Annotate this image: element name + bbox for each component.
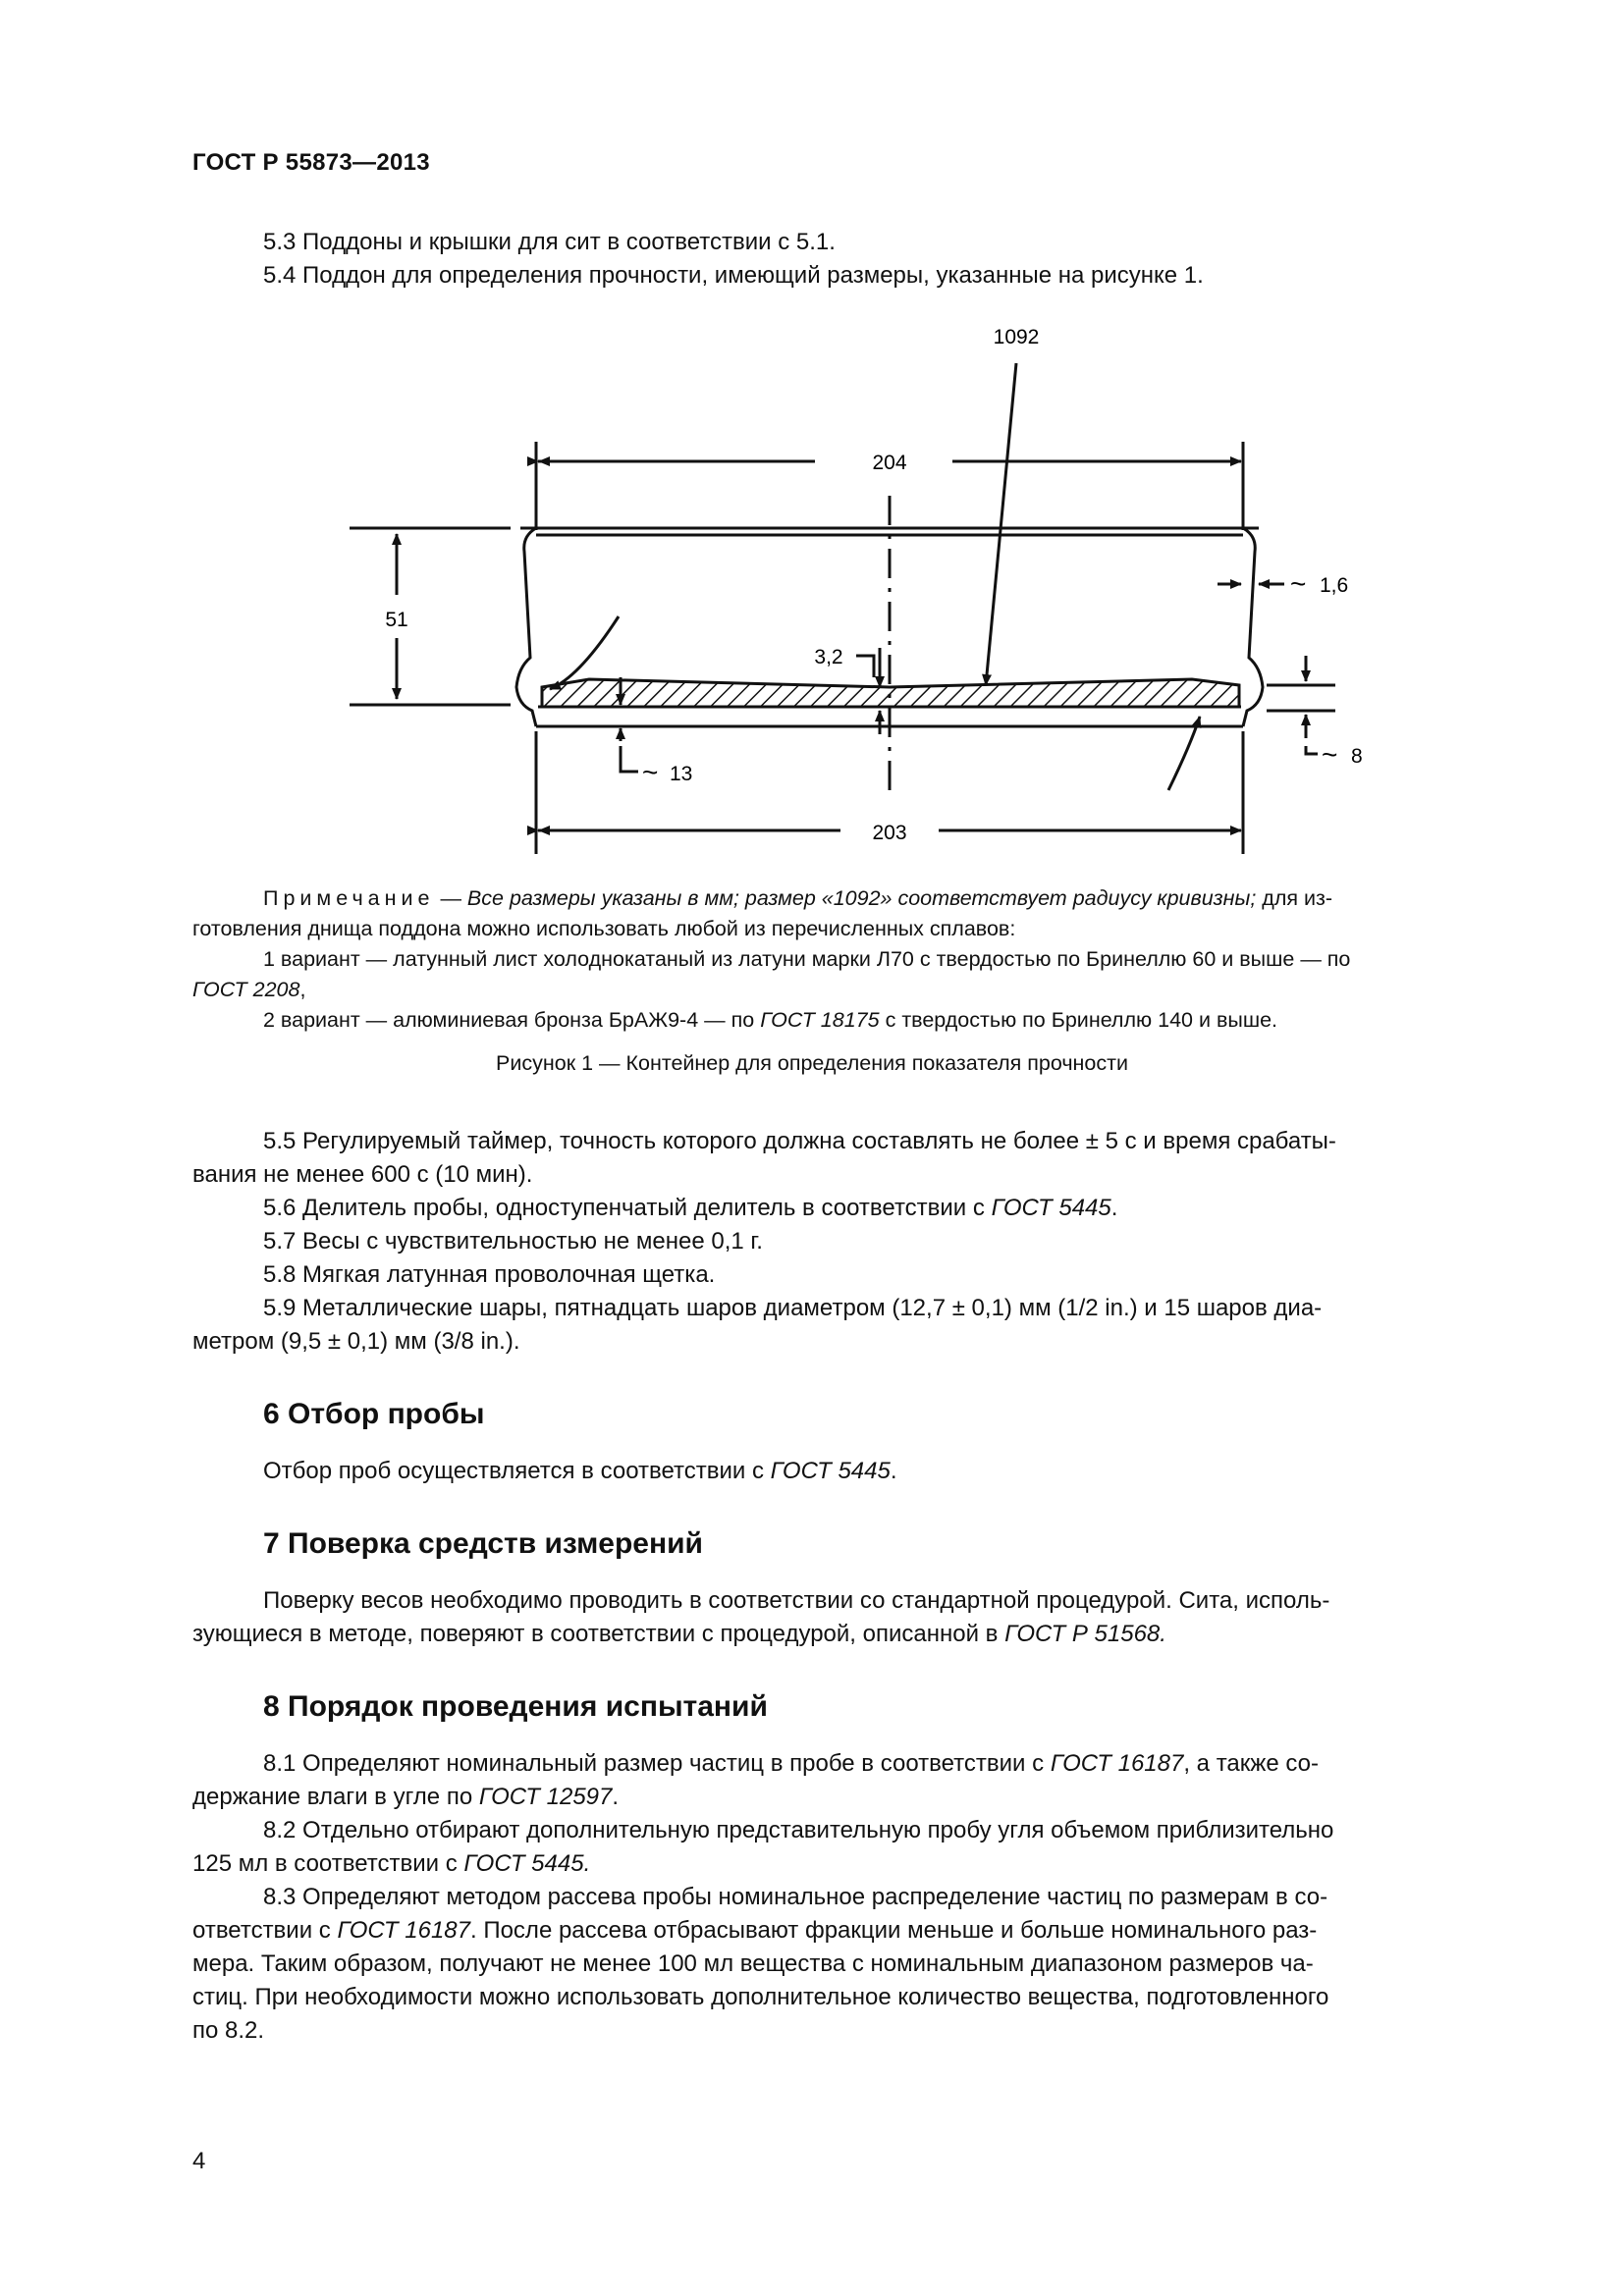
- document-header: ГОСТ Р 55873—2013: [192, 149, 430, 176]
- clause-8-1-line-1: [263, 1747, 1319, 1781]
- clause-8-3-line-5: по 8.2.: [192, 2017, 265, 2044]
- section-6-text: [263, 1455, 897, 1488]
- note-text-1a: для из-: [1262, 886, 1333, 910]
- clause-5-7: 5.7 Весы с чувствительностью не менее 0,1 г.: [263, 1228, 763, 1255]
- section-7-body: зующиеся в методе, поверяют в соответствии с процедурой, описанной в: [192, 1621, 999, 1647]
- dim-label-203: 203: [872, 822, 907, 844]
- dim-label-1092: 1092: [993, 326, 1040, 348]
- section-6-heading: 6 Отбор пробы: [263, 1398, 485, 1430]
- left-wall: [516, 528, 536, 726]
- punct: .: [890, 1458, 897, 1484]
- figure-caption: Рисунок 1 — Контейнер для определения показателя прочности: [496, 1051, 1128, 1075]
- leader-left: [550, 616, 619, 689]
- section-7-line-1: Поверку весов необходимо проводить в соответствии со стандартной процедурой. Сита, исполь-: [263, 1587, 1330, 1614]
- clause-8-3-line-4: стиц. При необходимости можно использовать дополнительное количество вещества, подготовленного: [192, 1984, 1329, 2010]
- ref-gost-r-51568: ГОСТ Р 51568.: [1004, 1621, 1166, 1647]
- ref-gost-5445: ГОСТ 5445: [991, 1195, 1111, 1221]
- dim-label-3-2: 3,2: [814, 646, 843, 668]
- radius-leader: [986, 363, 1016, 685]
- note-variant-2: [263, 1005, 1508, 1036]
- ref-gost-5445: ГОСТ 5445.: [463, 1850, 591, 1877]
- page-number: 4: [192, 2148, 206, 2174]
- punct: ,: [299, 978, 306, 1001]
- clause-5-9-line-1: 5.9 Металлические шары, пятнадцать шаров диаметром (12,7 ± 0,1) мм (1/2 in.) и 15 шаров диа-: [263, 1295, 1323, 1321]
- clause-8-3-text: ответствии с: [192, 1917, 331, 1944]
- arrow-head: [538, 456, 550, 466]
- dim-13-leader: [621, 746, 638, 772]
- section-7-heading: 7 Поверка средств измерений: [263, 1527, 703, 1560]
- punct: .: [612, 1784, 620, 1810]
- tilde-8: ~: [1322, 739, 1338, 770]
- note-variant-1-ref: [192, 975, 1508, 1005]
- clause-8-3-line-3: мера. Таким образом, получают не менее 100 мл вещества с номинальным диапазоном размеров ча-: [192, 1950, 1314, 1977]
- ref-gost-5445: ГОСТ 5445: [770, 1458, 891, 1484]
- note-line-2: готовления днища поддона можно использовать любой из перечисленных сплавов:: [192, 917, 1016, 940]
- dim-label-204: 204: [872, 452, 907, 474]
- ref-gost-16187: ГОСТ 16187: [1050, 1750, 1184, 1777]
- ref-gost-18175: ГОСТ 18175: [760, 1008, 880, 1032]
- clause-5-6-text: 5.6 Делитель пробы, одноступенчатый делитель в соответствии с: [263, 1195, 985, 1221]
- right-wall: [1243, 528, 1263, 726]
- clause-8-1-line-2: [192, 1781, 619, 1814]
- clause-8-1-text-2: держание влаги в угле по: [192, 1784, 473, 1810]
- punct: .: [1110, 1195, 1118, 1221]
- dim-8-leader: [1306, 746, 1318, 754]
- note-label: Примечание: [263, 886, 435, 910]
- dim-3-2-leader: [856, 656, 874, 677]
- section-7-line-2: [192, 1618, 1166, 1651]
- tilde-1-6: ~: [1290, 568, 1307, 599]
- clause-8-1-text: 8.1 Определяют номинальный размер частиц в пробе в соответствии с: [263, 1750, 1045, 1777]
- clause-8-2-text: 125 мл в соответствии с: [192, 1850, 458, 1877]
- clause-8-1-tail: , а также со-: [1183, 1750, 1319, 1777]
- dim-label-51: 51: [385, 609, 408, 631]
- clause-8-2-line-2: [192, 1847, 590, 1881]
- clause-5-5-line-1: 5.5 Регулируемый таймер, точность которого должна составлять не более ± 5 с и время срабаты-: [263, 1128, 1336, 1154]
- ref-gost-12597: ГОСТ 12597: [478, 1784, 613, 1810]
- dim-label-1-6: 1,6: [1320, 574, 1349, 597]
- clause-5-9-line-2: метром (9,5 ± 0,1) мм (3/8 in.).: [192, 1328, 520, 1355]
- clause-5-8: 5.8 Мягкая латунная проволочная щетка.: [263, 1261, 716, 1288]
- note-italic: Все размеры указаны в мм; размер «1092» соответствует радиусу кривизны;: [466, 886, 1257, 910]
- clause-5-4: 5.4 Поддон для определения прочности, имеющий размеры, указанные на рисунке 1.: [263, 262, 1204, 289]
- figure-1-drawing: [0, 0, 1624, 883]
- section-6-body: Отбор проб осуществляется в соответствии с: [263, 1458, 764, 1484]
- dim-label-13: 13: [670, 763, 693, 785]
- clause-8-3-line-2: [192, 1914, 1317, 1948]
- note-variant-2-text: 2 вариант — алюминиевая бронза БрАЖ9-4 — по: [263, 1008, 755, 1032]
- note-variant-1: 1 вариант — латунный лист холоднокатаный из латуни марки Л70 с твердостью по Бринеллю 60 и выше — по: [263, 947, 1351, 971]
- figure-note: [192, 883, 1508, 914]
- clause-8-3-line-1: 8.3 Определяют методом рассева пробы номинальное распределение частиц по размерам в со-: [263, 1884, 1328, 1910]
- clause-5-3: 5.3 Поддоны и крышки для сит в соответствии с 5.1.: [263, 229, 836, 255]
- clause-8-2-line-1: 8.2 Отдельно отбирают дополнительную представительную пробу угля объемом приблизительно: [263, 1817, 1334, 1843]
- tilde-13: ~: [642, 757, 659, 787]
- note-dash: —: [440, 886, 461, 910]
- ref-gost-2208: ГОСТ 2208: [192, 978, 300, 1001]
- clause-5-6: [263, 1192, 1117, 1225]
- note-variant-2-tail: с твердостью по Бринеллю 140 и выше.: [885, 1008, 1278, 1032]
- section-8-heading: 8 Порядок проведения испытаний: [263, 1690, 768, 1723]
- dim-label-8: 8: [1351, 745, 1363, 768]
- clause-5-5-line-2: вания не менее 600 с (10 мин).: [192, 1161, 533, 1188]
- clause-8-3-tail: . После рассева отбрасывают фракции меньше и больше номинального раз-: [470, 1917, 1318, 1944]
- ref-gost-16187: ГОСТ 16187: [337, 1917, 470, 1944]
- arrow-head: [538, 826, 550, 835]
